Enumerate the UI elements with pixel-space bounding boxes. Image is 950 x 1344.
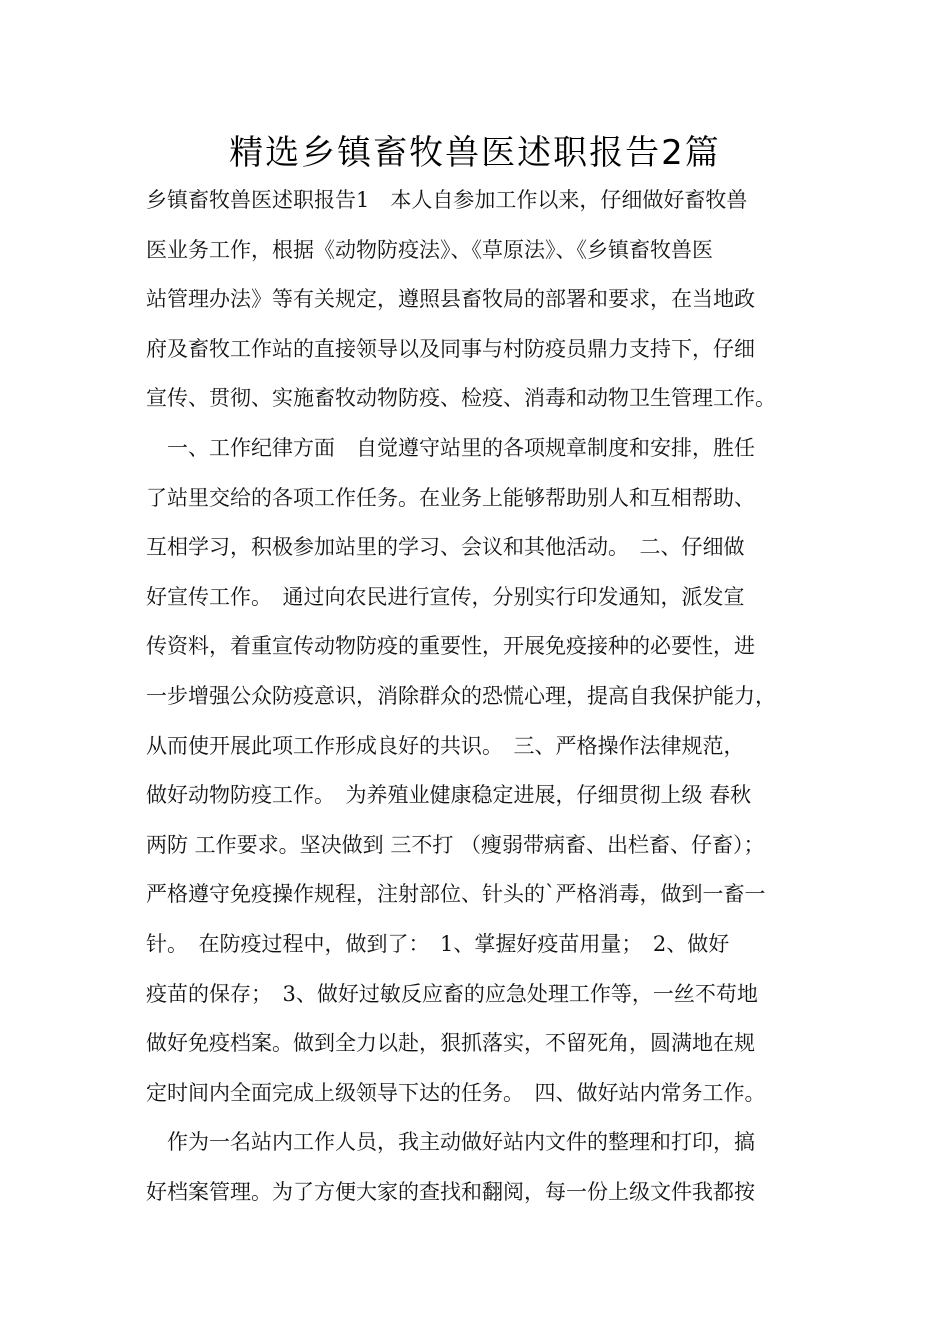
body-line: 站管理办法》等有关规定，遵照县畜牧局的部署和要求，在当地政 — [146, 287, 755, 312]
body-line: 作为一名站内工作人员，我主动做好站内文件的整理和打印，搞 — [146, 1130, 755, 1155]
body-line: 了站里交给的各项工作任务。在业务上能够帮助别人和互相帮助、 — [146, 485, 755, 510]
body-line: 好宣传工作。 通过向农民进行宣传，分别实行印发通知，派发宣 — [146, 584, 745, 609]
body-line: 做好动物防疫工作。 为养殖业健康稳定进展，仔细贯彻上级 春秋 — [146, 783, 752, 808]
body-line: 严格遵守免疫操作规程，注射部位、针头的`严格消毒，做到一畜一 — [146, 882, 766, 907]
document-title: 精选乡镇畜牧兽医述职报告2篇 — [229, 133, 721, 173]
body-line: 宣传、贯彻、实施畜牧动物防疫、检疫、消毒和动物卫生管理工作。 — [146, 386, 776, 411]
body-line: 传资料，着重宣传动物防疫的重要性，开展免疫接种的必要性，进 — [146, 634, 755, 659]
body-line: 定时间内全面完成上级领导下达的任务。 四、做好站内常务工作。 — [146, 1080, 766, 1105]
body-line: 针。 在防疫过程中，做到了： 1、掌握好疫苗用量； 2、做好 — [146, 931, 730, 956]
document-body — [146, 176, 826, 1217]
body-line: 做好免疫档案。做到全力以赴，狠抓落实，不留死角，圆满地在规 — [146, 1031, 755, 1056]
body-line: 互相学习，积极参加站里的学习、会议和其他活动。 二、仔细做 — [146, 535, 745, 560]
body-line: 一步增强公众防疫意识，消除群众的恐慌心理，提高自我保护能力， — [146, 683, 776, 708]
body-line: 从而使开展此项工作形成良好的共识。 三、严格操作法律规范， — [146, 733, 745, 758]
body-line: 一、工作纪律方面 自觉遵守站里的各项规章制度和安排，胜任 — [146, 435, 755, 460]
body-line: 乡镇畜牧兽医述职报告1 本人自参加工作以来，仔细做好畜牧兽 — [146, 188, 748, 212]
body-line: 疫苗的保存； 3、做好过敏反应畜的应急处理工作等，一丝不苟地 — [146, 981, 758, 1006]
body-line: 医业务工作，根据《动物防疫法》、《草原法》、《乡镇畜牧兽医 — [146, 237, 713, 262]
body-line: 好档案管理。为了方便大家的查找和翻阅，每一份上级文件我都按 — [146, 1179, 755, 1204]
body-line: 两防 工作要求。坚决做到 三不打 （瘦弱带病畜、出栏畜、仔畜）； — [146, 832, 765, 857]
body-line: 府及畜牧工作站的直接领导以及同事与村防疫员鼎力支持下，仔细 — [146, 336, 755, 361]
